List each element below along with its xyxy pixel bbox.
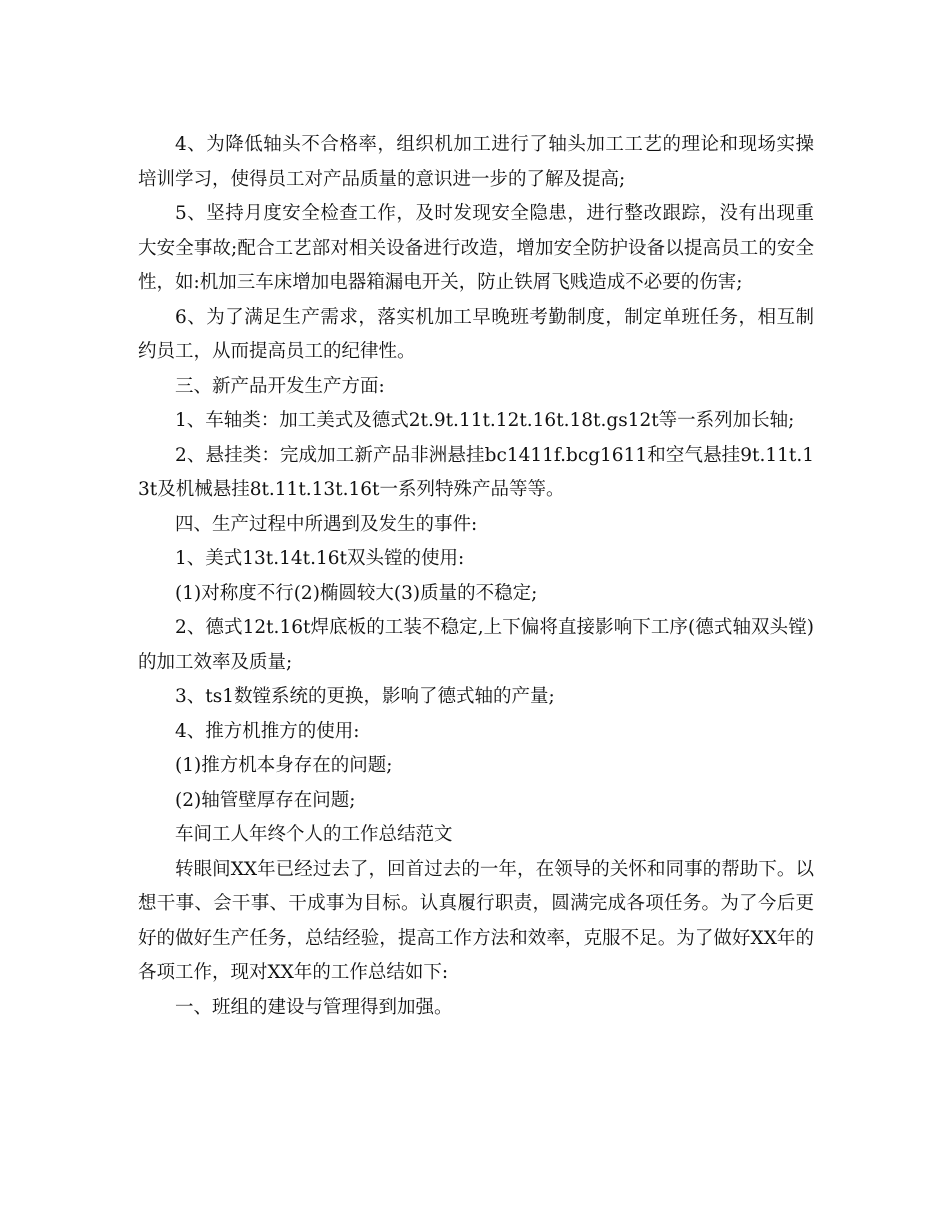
paragraph-2: 5、坚持月度安全检查工作，及时发现安全隐患，进行整改跟踪，没有出现重大安全事故;配合工艺部对相关设备进行改造，增加安全防护设备以提高员工的安全性，如:机加三车床增加电器箱漏电开关，防止铁屑飞贱造成不必要的伤害;	[138, 203, 814, 293]
section-heading-events: 四、生产过程中所遇到及发生的事件:	[175, 513, 478, 535]
paragraph-event-2: 2、德式12t.16t焊底板的工装不稳定,上下偏将直接影响下工序(德式轴双头镗)的加工效率及质量;	[138, 617, 814, 673]
paragraph-suspension-class: 2、悬挂类：完成加工新产品非洲悬挂bc1411f.bcg1611和空气悬挂9t.11t.13t及机械悬挂8t.11t.13t.16t一系列特殊产品等等。	[138, 444, 814, 500]
paragraph-axle-class: 1、车轴类：加工美式及德式2t.9t.11t.12t.16t.18t.gs12t等一系列加长轴;	[175, 410, 795, 431]
document-body	[138, 128, 814, 1025]
document-title: 车间工人年终个人的工作总结范文	[175, 824, 453, 845]
section-heading-team-building: 一、班组的建设与管理得到加强。	[175, 996, 453, 1018]
paragraph-intro: 转眼间XX年已经过去了，回首过去的一年，在领导的关怀和同事的帮助下。以想干事、会干事、干成事为目标。认真履行职责，圆满完成各项任务。为了今后更好的做好生产任务，总结经验，提高工作方法和效率，克服不足。为了做好XX年的各项工作，现对XX年的工作总结如下:	[138, 858, 814, 983]
paragraph-1: 4、为降低轴头不合格率，组织机加工进行了轴头加工工艺的理论和现场实操培训学习，使得员工对产品质量的意识进一步的了解及提高;	[138, 134, 814, 190]
paragraph-event-3: 3、ts1数镗系统的更换，影响了德式轴的产量;	[175, 686, 555, 707]
section-heading-new-products: 三、新产品开发生产方面:	[175, 375, 385, 397]
paragraph-event-4-detail-1: (1)推方机本身存在的问题;	[175, 755, 393, 776]
paragraph-event-4: 4、推方机推方的使用:	[175, 720, 360, 742]
paragraph-3: 6、为了满足生产需求，落实机加工早晚班考勤制度，制定单班任务，相互制约员工，从而提高员工的纪律性。	[138, 306, 814, 362]
paragraph-event-4-detail-2: (2)轴管壁厚存在问题;	[175, 789, 356, 811]
paragraph-event-1: 1、美式13t.14t.16t双头镗的使用:	[175, 548, 465, 569]
paragraph-event-1-detail: (1)对称度不行(2)椭圆较大(3)质量的不稳定;	[175, 582, 538, 604]
